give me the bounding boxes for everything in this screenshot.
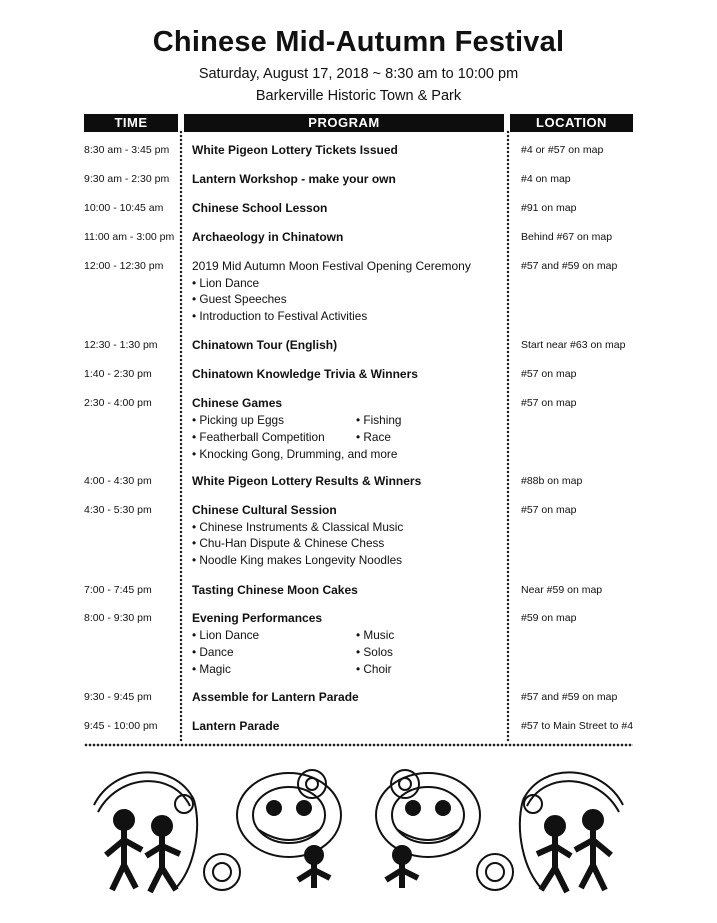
- program-item: • Noodle King makes Longevity Noodles: [192, 552, 403, 567]
- row-location: Behind #67 on map: [521, 231, 613, 243]
- row-location: #57 and #59 on map: [521, 691, 618, 703]
- row-program: [192, 200, 504, 217]
- row-program: [192, 171, 504, 188]
- program-title: Lantern Workshop - make your own: [192, 172, 396, 186]
- row-time: 9:30 - 9:45 pm: [84, 691, 152, 703]
- program-item: • Guest Speeches: [192, 292, 287, 306]
- program-item: • Fishing: [356, 412, 402, 427]
- program-item-pair: [192, 412, 504, 429]
- row-time: 4:00 - 4:30 pm: [84, 475, 152, 487]
- ribbon-dancers-left: [94, 772, 197, 892]
- row-location: #59 on map: [521, 612, 577, 624]
- row-location: #91 on map: [521, 202, 577, 214]
- row-location: #57 on map: [521, 504, 577, 516]
- program-title: White Pigeon Lottery Tickets Issued: [192, 143, 398, 157]
- row-program: [192, 473, 504, 490]
- row-time: 8:00 - 9:30 pm: [84, 612, 152, 624]
- row-location: #57 to Main Street to #4: [521, 720, 634, 732]
- program-title: Lantern Parade: [192, 719, 280, 733]
- program-item: • Picking up Eggs: [192, 412, 285, 427]
- row-program: [192, 502, 504, 568]
- program-title: Assemble for Lantern Parade: [192, 690, 359, 704]
- papercut-artwork: [84, 760, 633, 900]
- program-item: • Chu-Han Dispute & Chinese Chess: [192, 536, 385, 550]
- row-program: [192, 366, 504, 383]
- column-divider-left: [178, 130, 184, 742]
- event-date: Saturday, August 17, 2018 ~ 8:30 am to 10:00 pm: [198, 66, 519, 82]
- row-time: 1:40 - 2:30 pm: [84, 368, 152, 380]
- header-time: TIME: [84, 114, 178, 132]
- program-item-pair: [192, 429, 504, 446]
- row-program: [192, 258, 504, 324]
- ribbon-dancers-right: [520, 772, 623, 892]
- program-title: Tasting Chinese Moon Cakes: [192, 583, 358, 597]
- header-program: PROGRAM: [184, 114, 504, 132]
- program-item: • Lion Dance: [192, 275, 260, 290]
- program-title: Chinatown Knowledge Trivia & Winners: [192, 367, 418, 381]
- row-program: [192, 582, 504, 599]
- row-location: #57 and #59 on map: [521, 260, 618, 272]
- row-time: 12:30 - 1:30 pm: [84, 339, 158, 351]
- row-time: 11:00 am - 3:00 pm: [84, 231, 175, 243]
- program-title: Chinese Cultural Session: [192, 503, 337, 517]
- program-item: • Knocking Gong, Drumming, and more: [192, 446, 398, 461]
- program-title: Chinese Games: [192, 396, 283, 410]
- row-location: Near #59 on map: [521, 584, 603, 596]
- page-title: Chinese Mid-Autumn Festival: [152, 26, 565, 58]
- program-item-pair: [192, 644, 504, 661]
- row-time: 2:30 - 4:00 pm: [84, 397, 152, 409]
- row-time: 7:00 - 7:45 pm: [84, 584, 152, 596]
- row-time: 10:00 - 10:45 am: [84, 202, 164, 214]
- table-header: [84, 114, 633, 132]
- lion-dance-center: [204, 770, 513, 890]
- program-title: Chinese School Lesson: [192, 201, 328, 215]
- row-program: [192, 142, 504, 159]
- program-item: • Race: [356, 429, 391, 444]
- row-time: 12:00 - 12:30 pm: [84, 260, 164, 272]
- event-place: Barkerville Historic Town & Park: [255, 88, 462, 104]
- row-program: [192, 610, 504, 678]
- row-time: 9:45 - 10:00 pm: [84, 720, 158, 732]
- row-program: [192, 689, 504, 706]
- program-item: • Featherball Competition: [192, 429, 325, 444]
- program-item: • Solos: [356, 644, 393, 659]
- row-program: [192, 229, 504, 246]
- program-title: 2019 Mid Autumn Moon Festival Opening Ceremony: [192, 259, 471, 273]
- row-location: #4 on map: [521, 173, 571, 185]
- program-item: • Chinese Instruments & Classical Music: [192, 519, 404, 534]
- table-bottom-divider: [84, 742, 633, 748]
- program-title: Evening Performances: [192, 611, 323, 625]
- header-location: LOCATION: [510, 114, 633, 132]
- row-program: [192, 395, 504, 462]
- program-item: • Dance: [192, 644, 234, 659]
- row-time: 9:30 am - 2:30 pm: [84, 173, 170, 185]
- program-item: • Lion Dance: [192, 627, 260, 642]
- row-location: #4 or #57 on map: [521, 144, 604, 156]
- program-item-pair: [192, 627, 504, 644]
- row-location: Start near #63 on map: [521, 339, 626, 351]
- program-title: White Pigeon Lottery Results & Winners: [192, 474, 422, 488]
- program-title: Archaeology in Chinatown: [192, 230, 344, 244]
- row-program: [192, 337, 504, 354]
- row-location: #57 on map: [521, 368, 577, 380]
- program-title: Chinatown Tour (English): [192, 338, 338, 352]
- row-time: 4:30 - 5:30 pm: [84, 504, 152, 516]
- program-item: • Choir: [356, 661, 392, 676]
- program-item: • Music: [356, 627, 395, 642]
- program-item: • Magic: [192, 661, 231, 676]
- row-location: #57 on map: [521, 397, 577, 409]
- program-item-pair: [192, 661, 504, 678]
- program-item: • Introduction to Festival Activities: [192, 308, 368, 323]
- row-time: 8:30 am - 3:45 pm: [84, 144, 170, 156]
- row-location: #88b on map: [521, 475, 583, 487]
- row-program: [192, 718, 504, 735]
- column-divider-right: [505, 130, 511, 742]
